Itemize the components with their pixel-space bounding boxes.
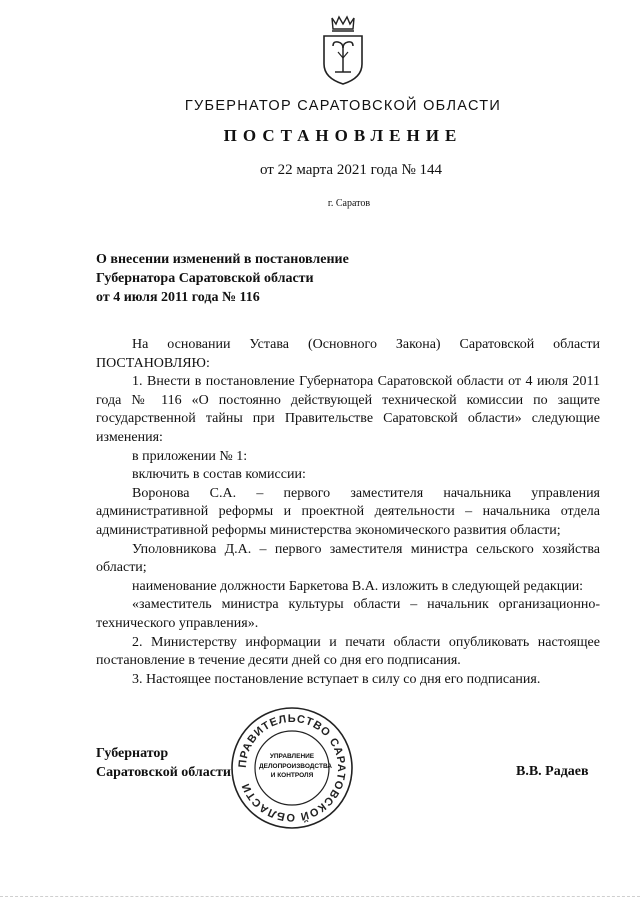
saratov-coat-of-arms-icon [318, 14, 368, 86]
stamp-inner-line: УПРАВЛЕНИЕ [269, 753, 315, 760]
stamp-ring-text: ПРАВИТЕЛЬСТВО САРАТОВСКОЙ ОБЛАСТИ [236, 712, 348, 824]
body-paragraph: 1. Внести в постановление Губернатора Саратовской области от 4 июля 2011 года № 116 «О постоянно действующей технической комиссии по защите государственной тайны при Правительстве Саратовской области» следующие изменения: [96, 374, 600, 445]
document-date-number: от 22 марта 2021 года № 144 [259, 162, 443, 178]
document-city: г. Саратов [327, 198, 371, 209]
stamp-inner-line: ДЕЛОПРОИЗВОДСТВА [259, 762, 333, 770]
page-bottom-edge [0, 896, 640, 898]
document-subject [96, 250, 416, 307]
document-body [96, 336, 600, 689]
body-paragraph: «заместитель министра культуры области – начальник организационно-технического управления». [96, 597, 600, 631]
issuer-heading: ГУБЕРНАТОР САРАТОВСКОЙ ОБЛАСТИ [184, 98, 502, 114]
body-paragraph: На основании Устава (Основного Закона) Саратовской области ПОСТАНОВЛЯЮ: [96, 337, 600, 371]
stamp-inner-line: И КОНТРОЛЯ [270, 772, 314, 779]
signatory-name: В.В. Радаев [516, 764, 589, 779]
body-paragraph: 3. Настоящее постановление вступает в силу со дня его подписания. [132, 671, 541, 687]
body-paragraph: наименование должности Баркетова В.А. изложить в следующей редакции: [132, 578, 584, 594]
signatory-title-line: Губернатор [96, 746, 169, 761]
body-paragraph: в приложении № 1: [132, 448, 248, 464]
subject-line: О внесении изменений в постановление [96, 252, 349, 267]
subject-line: Губернатора Саратовской области [96, 271, 314, 286]
body-paragraph: Уполовникова Д.А. – первого заместителя министра сельского хозяйства области; [96, 541, 600, 576]
body-paragraph: Воронова С.А. – первого заместителя начальника управления административной реформы и проектной деятельности – начальника отдела административной реформы министерства экономического развития области; [96, 485, 600, 538]
subject-line: от 4 июля 2011 года № 116 [96, 290, 260, 305]
document-type-heading: ПОСТАНОВЛЕНИЕ [223, 126, 463, 145]
stamp-inner-text [259, 752, 333, 781]
body-paragraph: включить в состав комиссии: [132, 467, 306, 483]
body-paragraph: 2. Министерству информации и печати области опубликовать настоящее постановление в течение десяти дней со дня его подписания. [96, 634, 600, 669]
signatory-title-line: Саратовской области [96, 765, 231, 780]
